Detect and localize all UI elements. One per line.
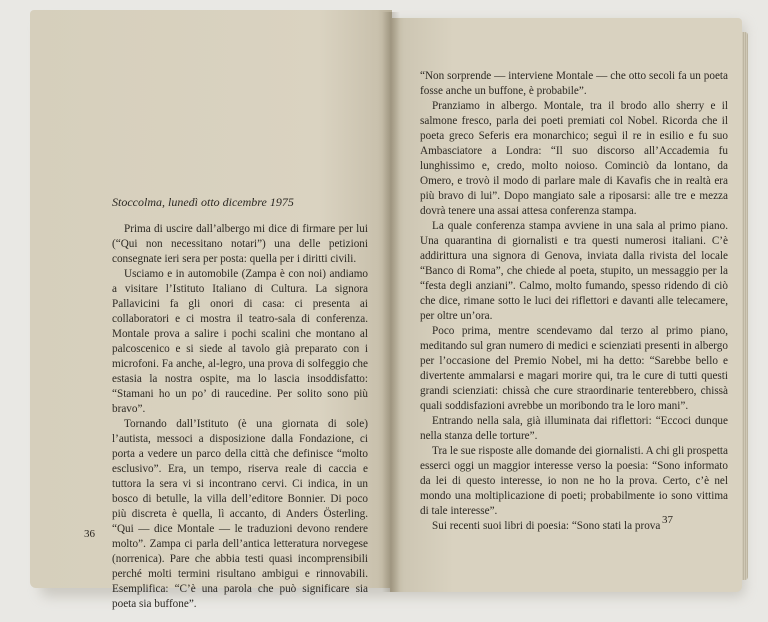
paragraph: “Non sorprende — interviene Montale — che otto secoli fa un poeta fosse anche un buffone, è probabile”. (420, 70, 728, 97)
diary-entry-heading: Stoccolma, lunedì otto dicembre 1975 (112, 195, 294, 209)
paragraph: Tornando dall’Istituto (è una giornata di sole) l’autista, messoci a disposizione dalla Fondazione, ci porta a vedere un parco della città che definisce “molto esclusivo”. Era, un tempo, riserva reale di caccia e tuttora la sera vi si incontrano cervi. Ci indica, in un bosco di betulle, la villa dell’editore Bonnier. Di poco più discreta è quella, lì accanto, di Anders Österling. “Qui — dice Montale — le traduzioni devono rendere molto”. Zampa ci parla dell’antica letteratura norvegese (norrenica). Pare che abbia testi quasi incomprensibili perché molti termini risultano ambigui e rinnovabili. Esemplifica: “C’è una parola che può significare sia poeta sia buffone”. (112, 418, 368, 610)
left-page-body (112, 222, 368, 612)
paragraph: Entrando nella sala, già illuminata dai riflettori: “Eccoci dunque nella stanza delle torture”. (420, 415, 728, 442)
paragraph: Poco prima, mentre scendevamo dal terzo al primo piano, meditando sul gran numero di medici e scienziati presenti in albergo per l’occasione del Premio Nobel, mi ha detto: “Sarebbe bello e divertente ammalarsi e magari morire qui, tra le cure di tutti questi grandi scienziati: chissà che cure straordinarie tenterebbero, chissà quali soddisfazioni avrebbe un moribondo tra le loro mani”. (420, 325, 728, 412)
page-number-right: 37 (662, 514, 673, 526)
page-number-left: 36 (84, 528, 95, 540)
paragraph: Pranziamo in albergo. Montale, tra il brodo allo sherry e il salmone fresco, parla dei poeti premiati col Nobel. Ricorda che il poeta greco Seferis era monarchico; seguì il re in esilio e fu suo Ambasciatore a Londra: “Il suo discorso all’Accademia fu lunghissimo e, credo, molto noioso. Cominciò da lontano, da Omero, e trovò il modo di parlare male di Kavafis che in realtà era più bravo di lui”. Dopo mangiato sale a riposarsi: alle tre e mezza dovrà tenere una assai attesa conferenza stampa. (420, 100, 728, 217)
paragraph: Usciamo e in automobile (Zampa è con noi) andiamo a visitare l’Istituto Italiano di Cultura. La signora Pallavicini fa gli onori di casa: ci presenta ai collaboratori e ci mostra il teatro-sala di conferenza. Montale prova a salire i pochi scalini che montano al palcoscenico e si siede al tavolo già preparato con i microfoni. Fa anche, al-legro, una prova di solfeggio che estasia la nostra ospite, ma lo lascia insoddisfatto: “Stamani ho un po’ di raucedine. Per solito sono più bravo”. (112, 268, 368, 415)
right-page (390, 18, 742, 592)
left-page (30, 10, 392, 610)
paragraph: Sui recenti suoi libri di poesia: “Sono stati la prova (432, 520, 661, 532)
paragraph: Prima di uscire dall’albergo mi dice di firmare per lui (“Qui non necessitano notari”) una delle petizioni consegnate ieri sera per posta: quella per i diritti civili. (112, 223, 368, 265)
book-gutter (382, 12, 400, 592)
paragraph: La quale conferenza stampa avviene in una sala al primo piano. Una quarantina di giornalisti e tra questi numerosi italiani. C’è addirittura una signora di Genova, inviata dalla rivista del locale “Banco di Roma”, che chiede al poeta, stupito, un messaggio per la “festa degli anziani”. Calmo, molto fumando, spesso ridendo di ciò che dice, rimane sotto le luci dei riflettori e davanti alle telecamere, per oltre un’ora. (420, 220, 728, 322)
right-page-body (420, 69, 728, 534)
paragraph: Tra le sue risposte alle domande dei giornalisti. A chi gli prospetta esserci oggi un maggior interesse verso la poesia: “Sono informato da lei di questo interesse, io non ne ho la prova. Certo, c’è nel mondo una moltiplicazione di poeti; probabilmente io sono vittima di tale interesse”. (420, 445, 729, 517)
